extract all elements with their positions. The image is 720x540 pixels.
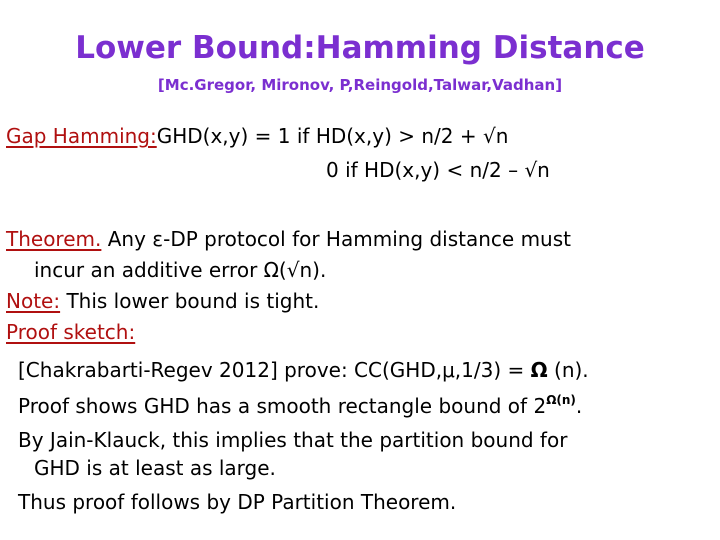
authors-line: [Mc.Gregor, Mironov, P,Reingold,Talwar,Vadhan] [157,76,563,94]
proof-text-4: GHD is at least as large. [34,456,276,480]
proof-text-5: Thus proof follows by DP Partition Theorem. [18,490,457,514]
proof-text-1-end: (n). [554,358,589,382]
note-label: Note: [6,289,61,313]
proof-line-3 [18,428,567,452]
note-line [6,289,319,313]
theorem-line-1 [6,227,571,251]
theorem-text-2: incur an additive error Ω(√n). [34,258,327,282]
power-exponent: Ω(n) [546,393,576,407]
gap-hamming-label: Gap Hamming: [6,124,157,148]
proof-line-4 [34,456,276,480]
proof-label-line [6,320,135,344]
gap-hamming-line-1 [6,124,508,148]
proof-line-2 [18,393,582,418]
theorem-line-2 [34,258,326,282]
proof-text-2-end: . [575,394,583,418]
note-text: This lower bound is tight. [66,289,320,313]
proof-line-5 [18,490,456,514]
gap-hamming-def-1: GHD(x,y) = 1 if HD(x,y) > n/2 + √n [156,124,509,148]
gap-hamming-line-2 [326,158,550,182]
proof-label: Proof sketch: [6,320,136,344]
theorem-label: Theorem. [6,227,102,251]
slide-title: Lower Bound:Hamming Distance [75,30,645,66]
theorem-text-1: Any ε-DP protocol for Hamming distance must [107,227,571,251]
proof-text-1: [Chakrabarti-Regev 2012] prove: CC(GHD,μ,1/3) = [18,358,525,382]
proof-line-1 [18,358,589,382]
power-base: 2 [533,394,547,418]
proof-text-3: By Jain-Klauck, this implies that the partition bound for [18,428,568,452]
gap-hamming-def-2: 0 if HD(x,y) < n/2 – √n [326,158,550,182]
omega-symbol: Ω [530,358,548,382]
proof-text-2: Proof shows GHD has a smooth rectangle bound of [18,394,528,418]
